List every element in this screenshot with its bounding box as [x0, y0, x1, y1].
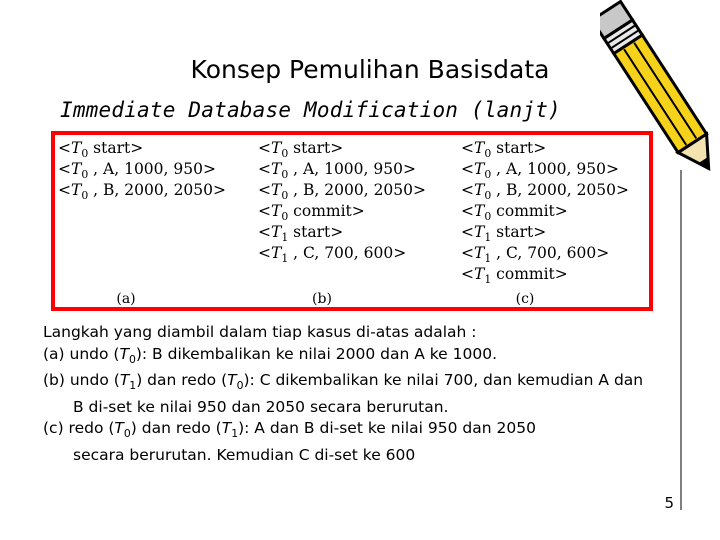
explanation-item: (a) undo $(T_0)$: B dikembalikan ke nilai 2000 dan A ke 1000.: [43, 344, 498, 366]
explanation-item: secara berurutan. Kemudian C di-set ke 600: [73, 445, 416, 464]
log-line: $<T_0$ , A, 1000, 950>: [58, 160, 216, 182]
log-line: $<T_1$ commit>: [461, 265, 568, 287]
page-number: 5: [664, 494, 674, 512]
log-line: $<T_0$ , A, 1000, 950>: [461, 160, 619, 182]
log-examples-box: [51, 131, 653, 311]
log-line: $<T_0$ , B, 2000, 2050>: [461, 181, 630, 203]
explanation-text: [43, 322, 683, 466]
log-line: $<T_0$ start>: [58, 139, 144, 161]
log-line: $<T_0$ commit>: [461, 202, 568, 224]
log-line: $<T_0$ , B, 2000, 2050>: [258, 181, 427, 203]
log-line: $<T_0$ start>: [258, 139, 344, 161]
explanation-list: [43, 344, 683, 467]
explanation-item: (c) redo $(T_0)$ dan redo $(T_1)$: A dan B di-set ke nilai 950 dan 2050: [43, 419, 536, 441]
slide-title: Konsep Pemulihan Basisdata: [190, 55, 550, 84]
log-line: $<T_0$ , B, 2000, 2050>: [58, 181, 227, 203]
explanation-intro: Langkah yang diambil dalam tiap kasus di-atas adalah :: [43, 323, 477, 341]
log-example-a: [58, 138, 227, 307]
log-line: $<T_0$ commit>: [258, 202, 365, 224]
log-line: $<T_1$ start>: [461, 223, 547, 245]
slide-subtitle: Immediate Database Modification (lanjt): [60, 98, 561, 122]
log-caption: (c): [515, 291, 535, 307]
log-line: $<T_1$ , C, 700, 600>: [258, 244, 407, 266]
log-caption: (a): [116, 291, 136, 307]
log-example-b: [258, 138, 427, 307]
explanation-item: B di-set ke nilai 950 dan 2050 secara berurutan.: [73, 397, 449, 416]
log-example-c: [461, 138, 630, 307]
explanation-item: (b) undo $(T_1)$ dan redo $(T_0)$: C dikembalikan ke nilai 700, dan kemudian A dan: [43, 371, 644, 393]
log-line: $<T_0$ start>: [461, 139, 547, 161]
log-line: $<T_1$ start>: [258, 223, 344, 245]
log-caption: (b): [312, 291, 332, 307]
log-line: $<T_1$ , C, 700, 600>: [461, 244, 610, 266]
log-line: $<T_0$ , A, 1000, 950>: [258, 160, 416, 182]
